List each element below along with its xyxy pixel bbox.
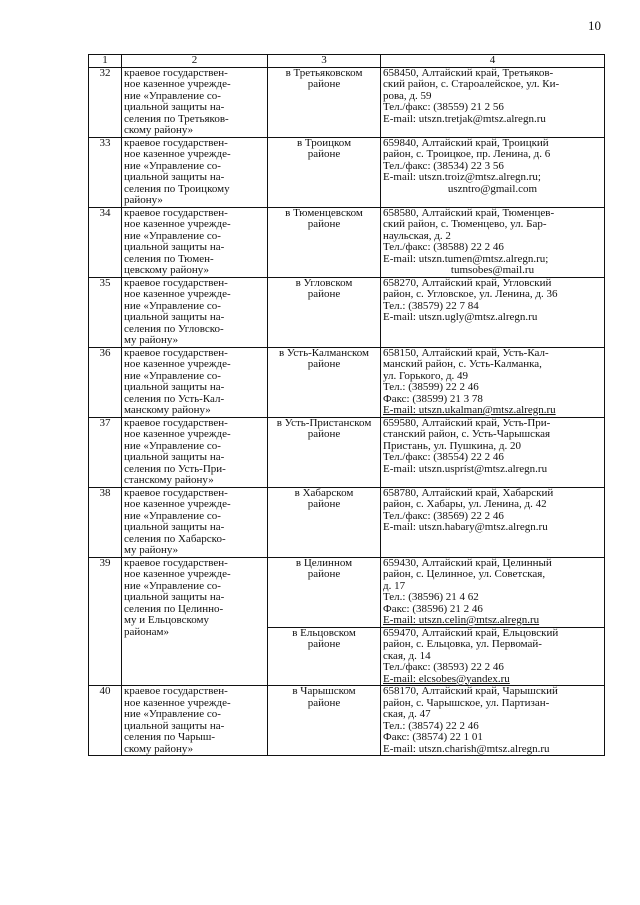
district-cell <box>268 207 381 277</box>
name-line: ное казенное учрежде- <box>124 359 231 370</box>
contacts-cell <box>381 686 605 756</box>
name-cell <box>122 487 268 557</box>
contacts-line: 658270, Алтайский край, Угловский <box>383 277 552 289</box>
contacts-line: 659430, Алтайский край, Целинный <box>383 557 552 569</box>
name-line: ние «Управление со- <box>124 90 221 102</box>
contacts-line: Тел.: (38596) 21 4 62 <box>383 592 479 603</box>
name-line: ное казенное учрежде- <box>124 697 231 709</box>
district-line: районе <box>307 289 341 300</box>
contacts-line: Тел.: (38599) 22 2 46 <box>383 382 479 393</box>
contacts-line: E-mail: utszn.ukalman@mtsz.alregn.ru <box>383 405 556 416</box>
contacts-line: Тел./факс: (38569) 22 2 46 <box>383 510 504 522</box>
table-body <box>89 55 605 756</box>
name-line: му и Ельцовскому <box>124 615 210 626</box>
name-line: селения по Усть-Кал- <box>124 393 225 405</box>
table-row <box>89 417 605 487</box>
district-cell <box>268 277 381 347</box>
column-header: 1 <box>89 55 122 68</box>
name-line: циальной защиты на- <box>124 720 225 732</box>
name-line: селения по Третьяков- <box>124 113 229 125</box>
contacts-line: район, с. Ельцовка, ул. Первомай- <box>383 639 542 650</box>
name-line: селения по Целинно- <box>124 603 224 615</box>
district-line: в Усть-Калманском <box>278 347 369 359</box>
district-line: в Целинном <box>295 557 353 569</box>
name-line: ние «Управление со- <box>124 580 221 592</box>
contacts-line: 659580, Алтайский край, Усть-При- <box>383 417 551 429</box>
contacts-line: uszntro@gmail.com <box>447 183 538 195</box>
table-row <box>89 347 605 417</box>
name-line: му району» <box>124 335 179 346</box>
district-cell <box>268 627 381 686</box>
name-line: ние «Управление со- <box>124 709 221 720</box>
contacts-cell <box>381 137 605 207</box>
header-row <box>89 55 605 68</box>
contacts-cell <box>381 627 605 686</box>
district-line: районе <box>307 639 341 650</box>
district-line: районе <box>307 499 341 510</box>
contacts-line: E-mail: elcsobes@yandex.ru <box>383 673 510 685</box>
district-line: в Угловском <box>295 277 353 289</box>
contacts-line: ская, д. 14 <box>383 650 431 662</box>
name-line: циальной защиты на- <box>124 312 225 323</box>
name-line: циальной защиты на- <box>124 522 225 533</box>
contacts-line: tumsobes@mail.ru <box>450 265 535 276</box>
name-line: ние «Управление со- <box>124 510 221 522</box>
district-cell <box>268 347 381 417</box>
name-line: районам» <box>124 626 169 638</box>
table-row <box>89 207 605 277</box>
contacts-line: наульская, д. 2 <box>383 230 451 242</box>
name-line: ное казенное учрежде- <box>124 569 231 580</box>
name-cell <box>122 207 268 277</box>
district-line: в Третьяковском <box>285 67 363 79</box>
contacts-cell <box>381 487 605 557</box>
contacts-line: 658170, Алтайский край, Чарышский <box>383 686 558 697</box>
name-line: ние «Управление со- <box>124 160 221 172</box>
contacts-line: Тел./факс: (38534) 22 3 56 <box>383 160 504 172</box>
name-line: цевскому району» <box>124 265 209 276</box>
name-line: краевое государствен- <box>124 686 228 697</box>
name-line: краевое государствен- <box>124 347 228 359</box>
table-row <box>89 557 605 627</box>
institutions-table <box>88 54 605 756</box>
contacts-line: E-mail: utszn.tumen@mtsz.alregn.ru; <box>383 253 549 265</box>
name-line: ное казенное учрежде- <box>124 149 231 160</box>
contacts-cell <box>381 207 605 277</box>
district-cell <box>268 137 381 207</box>
name-cell <box>122 417 268 487</box>
name-line: манскому району» <box>124 405 211 416</box>
page-number: 10 <box>588 18 601 33</box>
row-number-cell: 34 <box>89 207 122 277</box>
name-line: краевое государствен- <box>124 207 228 219</box>
name-line: району» <box>124 195 163 206</box>
name-line: скому району» <box>124 125 194 136</box>
contacts-line: рова, д. 59 <box>383 90 432 102</box>
contacts-cell <box>381 417 605 487</box>
table-row <box>89 137 605 207</box>
contacts-line: район, с. Чарышское, ул. Партизан- <box>383 697 550 709</box>
name-cell <box>122 686 268 756</box>
contacts-line: манский район, с. Усть-Калманка, <box>383 359 542 370</box>
name-line: скому району» <box>124 743 194 755</box>
name-line: циальной защиты на- <box>124 452 225 463</box>
table-row <box>89 67 605 137</box>
name-line: краевое государствен- <box>124 487 228 499</box>
name-line: краевое государствен- <box>124 417 228 429</box>
contacts-line: E-mail: utszn.troiz@mtsz.alregn.ru; <box>383 172 541 183</box>
name-cell <box>122 557 268 686</box>
contacts-line: станский район, с. Усть-Чарышская <box>383 429 551 440</box>
name-line: му району» <box>124 545 179 556</box>
name-line: селения по Троицкому <box>124 183 230 195</box>
name-line: селения по Тюмен- <box>124 253 214 265</box>
name-line: ное казенное учрежде- <box>124 499 231 510</box>
district-line: в Ельцовском <box>292 627 356 639</box>
contacts-line: E-mail: utszn.uspríst@mtsz.alregn.ru <box>383 463 548 475</box>
contacts-cell <box>381 277 605 347</box>
row-number-cell: 32 <box>89 67 122 137</box>
district-line: в Троицком <box>296 137 352 149</box>
district-line: районе <box>307 219 341 230</box>
name-line: краевое государствен- <box>124 557 228 569</box>
contacts-line: E-mail: utszn.charish@mtsz.alregn.ru <box>383 743 550 755</box>
contacts-cell <box>381 347 605 417</box>
district-line: в Чарышском <box>292 686 356 697</box>
row-number-cell: 35 <box>89 277 122 347</box>
contacts-line: район, с. Хабары, ул. Ленина, д. 42 <box>383 499 547 510</box>
table-row <box>89 686 605 756</box>
name-line: циальной защиты на- <box>124 242 225 253</box>
column-header: 2 <box>122 55 268 68</box>
contacts-line: ская, д. 47 <box>383 709 431 720</box>
district-line: в Тюменцевском <box>285 207 363 219</box>
name-line: селения по Угловско- <box>124 323 224 335</box>
table-row <box>89 277 605 347</box>
contacts-line: Факс: (38596) 21 2 46 <box>383 603 483 615</box>
contacts-line: E-mail: utszn.habary@mtsz.alregn.ru <box>383 522 548 533</box>
contacts-line: E-mail: utszn.celin@mtsz.alregn.ru <box>383 615 540 626</box>
contacts-line: Тел.: (38579) 22 7 84 <box>383 300 479 312</box>
table-row <box>89 487 605 557</box>
row-number-cell: 38 <box>89 487 122 557</box>
name-line: краевое государствен- <box>124 277 228 289</box>
contacts-cell <box>381 557 605 627</box>
name-line: селения по Чарыш- <box>124 732 216 743</box>
contacts-line: ул. Горького, д. 49 <box>383 370 469 382</box>
district-line: в Усть-Пристанском <box>276 417 372 429</box>
name-line: ное казенное учрежде- <box>124 79 231 90</box>
contacts-line: 658580, Алтайский край, Тюменцев- <box>383 207 555 219</box>
column-header: 4 <box>381 55 605 68</box>
name-cell <box>122 277 268 347</box>
contacts-line: ский район, с. Тюменцево, ул. Бар- <box>383 219 547 230</box>
name-line: краевое государствен- <box>124 137 228 149</box>
name-line: селения по Усть-При- <box>124 463 226 475</box>
district-line: районе <box>307 569 341 580</box>
district-line: районе <box>307 79 341 90</box>
name-line: ное казенное учрежде- <box>124 219 231 230</box>
district-line: районе <box>307 359 341 370</box>
name-line: циальной защиты на- <box>124 382 225 393</box>
contacts-line: район, с. Целинное, ул. Советская, <box>383 569 546 580</box>
name-line: циальной защиты на- <box>124 102 225 113</box>
contacts-line: район, с. Троицкое, пр. Ленина, д. 6 <box>383 149 551 160</box>
name-line: циальной защиты на- <box>124 172 225 183</box>
name-line: ное казенное учрежде- <box>124 429 231 440</box>
name-line: ние «Управление со- <box>124 440 221 452</box>
contacts-line: Факс: (38574) 22 1 01 <box>383 732 483 743</box>
contacts-line: 659840, Алтайский край, Троицкий <box>383 137 549 149</box>
district-cell <box>268 557 381 627</box>
name-line: селения по Хабарско- <box>124 533 226 545</box>
contacts-line: Факс: (38599) 21 3 78 <box>383 393 483 405</box>
district-line: в Хабарском <box>294 487 354 499</box>
contacts-line: Тел./факс: (38559) 21 2 56 <box>383 102 504 113</box>
contacts-cell <box>381 67 605 137</box>
contacts-line: район, с. Угловское, ул. Ленина, д. 36 <box>383 289 558 300</box>
district-cell <box>268 417 381 487</box>
district-line: районе <box>307 697 341 709</box>
contacts-line: 659470, Алтайский край, Ельцовский <box>383 627 559 639</box>
contacts-line: Тел./факс: (38554) 22 2 46 <box>383 452 504 463</box>
name-cell <box>122 67 268 137</box>
contacts-line: ский район, с. Староалейское, ул. Ки- <box>383 79 560 90</box>
row-number-cell: 37 <box>89 417 122 487</box>
column-header: 3 <box>268 55 381 68</box>
row-number-cell: 36 <box>89 347 122 417</box>
name-line: ное казенное учрежде- <box>124 289 231 300</box>
row-number-cell: 39 <box>89 557 122 686</box>
name-line: циальной защиты на- <box>124 592 225 603</box>
name-line: краевое государствен- <box>124 67 228 79</box>
contacts-line: 658780, Алтайский край, Хабарский <box>383 487 554 499</box>
district-cell <box>268 686 381 756</box>
district-line: районе <box>307 429 341 440</box>
contacts-line: Тел.: (38574) 22 2 46 <box>383 720 479 732</box>
district-cell <box>268 67 381 137</box>
contacts-line: Пристань, ул. Пушкина, д. 20 <box>383 440 521 452</box>
name-line: станскому району» <box>124 475 214 486</box>
name-line: ние «Управление со- <box>124 230 221 242</box>
district-line: районе <box>307 149 341 160</box>
contacts-line: E-mail: utszn.ugly@mtsz.alregn.ru <box>383 312 538 323</box>
row-number-cell: 40 <box>89 686 122 756</box>
contacts-line: 658150, Алтайский край, Усть-Кал- <box>383 347 549 359</box>
contacts-line: Тел./факс: (38593) 22 2 46 <box>383 662 504 673</box>
name-cell <box>122 347 268 417</box>
name-line: ние «Управление со- <box>124 370 221 382</box>
name-line: ние «Управление со- <box>124 300 221 312</box>
district-cell <box>268 487 381 557</box>
contacts-line: 658450, Алтайский край, Третьяков- <box>383 67 554 79</box>
row-number-cell: 33 <box>89 137 122 207</box>
contacts-line: E-mail: utszn.tretjak@mtsz.alregn.ru <box>383 113 546 125</box>
name-cell <box>122 137 268 207</box>
contacts-line: д. 17 <box>383 580 406 592</box>
contacts-line: Тел./факс: (38588) 22 2 46 <box>383 242 504 253</box>
